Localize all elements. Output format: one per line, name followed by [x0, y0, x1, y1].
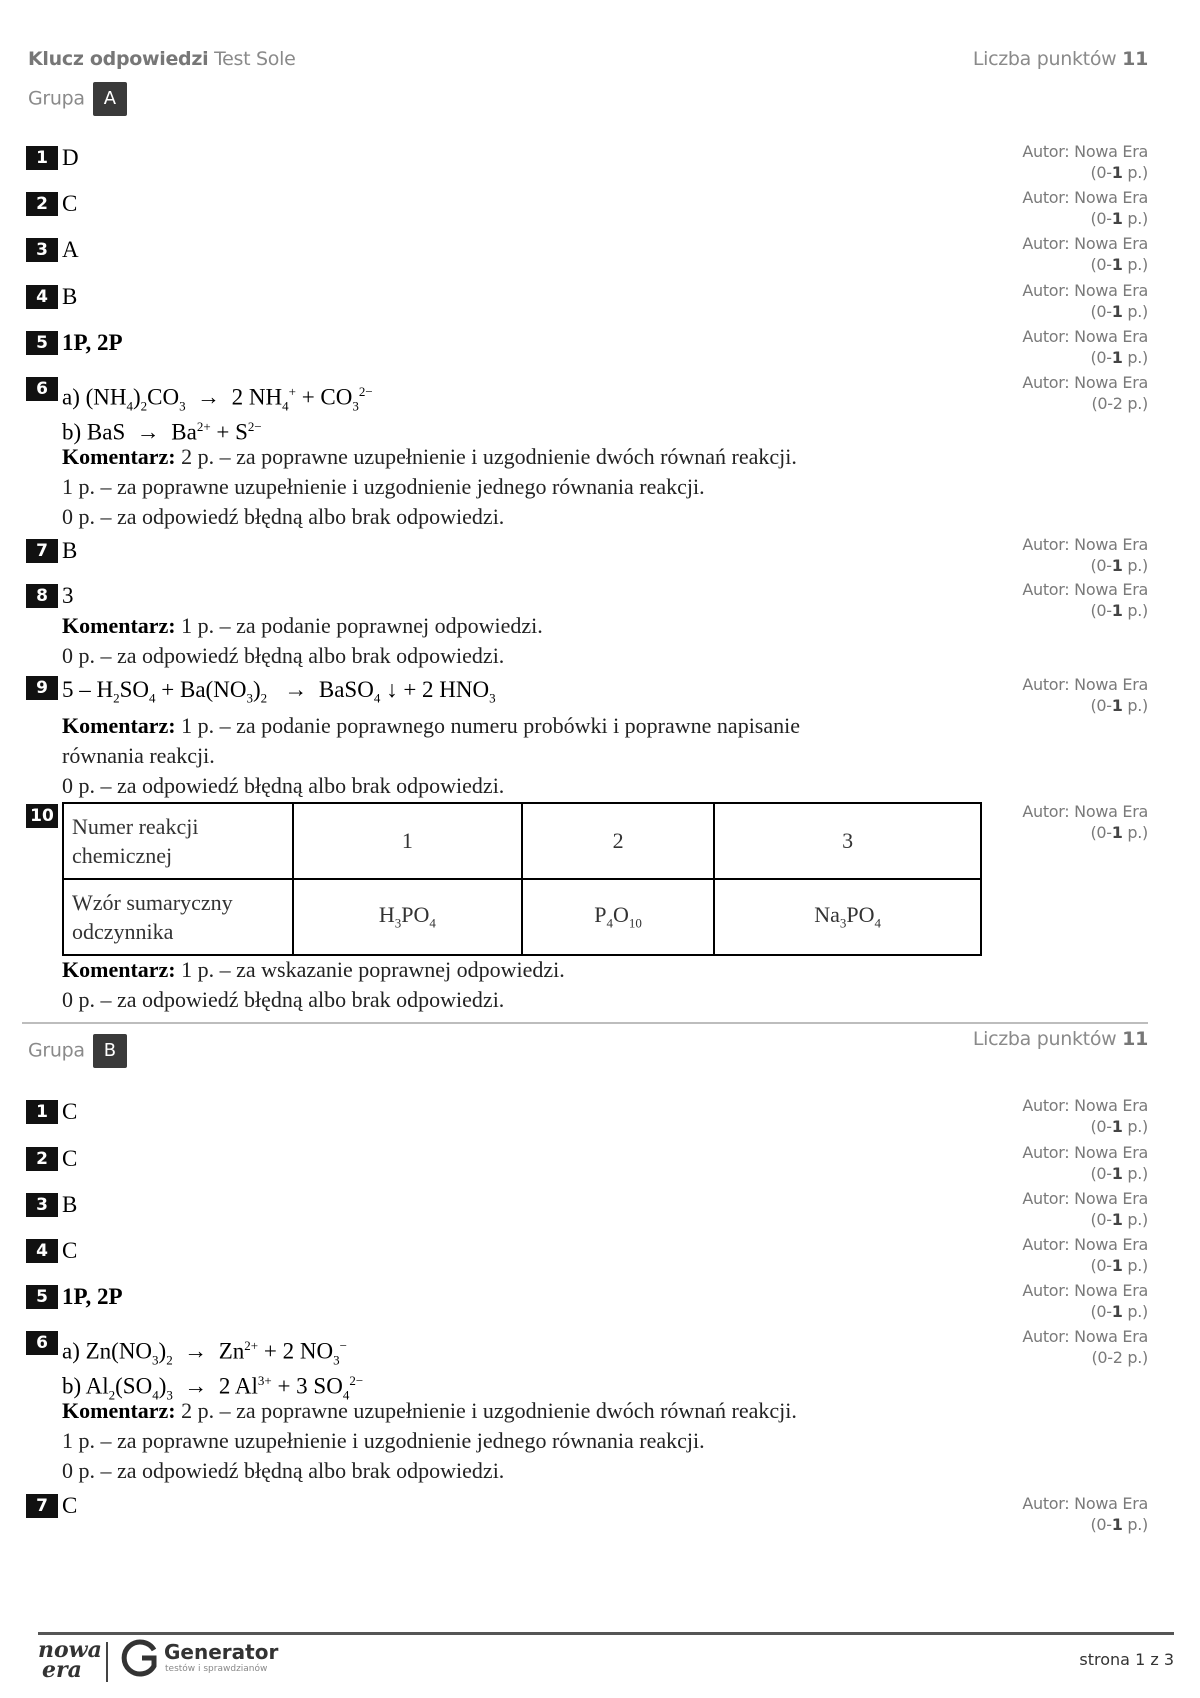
title-rest: Test Sole: [214, 48, 296, 70]
table-cell: 2: [522, 803, 714, 879]
comment-line: 1 p. – za poprawne uzupełnienie i uzgodnienie jednego równania reakcji.: [62, 1428, 705, 1453]
comment-line: 0 p. – za odpowiedź błędną albo brak odpowiedzi.: [62, 643, 505, 668]
answer: 1P, 2P: [62, 330, 123, 355]
question-number: 6: [26, 377, 58, 401]
author-points: Autor: Nowa Era (0-1 p.): [1022, 234, 1148, 274]
equation: $5 - H_2SO_4 + Ba(NO_3)_2$ → BaSO$_4$ ↓ + 2 $HNO_3$: [62, 677, 496, 706]
author-points: Autor: Nowa Era (0-1 p.): [1022, 142, 1148, 182]
group-b-header: [28, 1034, 127, 1068]
question-number: 1: [26, 146, 58, 170]
footer-line: [38, 1632, 1174, 1635]
comment-line: 0 p. – za odpowiedź błędną albo brak odpowiedzi.: [62, 1458, 505, 1483]
comment-line: 0 p. – za odpowiedź błędną albo brak odpowiedzi.: [62, 504, 505, 529]
author-points: Autor: Nowa Era (0-1 p.): [1022, 327, 1148, 367]
question-number: 8: [26, 584, 58, 608]
table-row: [63, 803, 981, 879]
generator-logo-text: Generator: [164, 1640, 279, 1664]
question-number: 5: [26, 1285, 58, 1309]
section-divider: [22, 1022, 1148, 1024]
author-points: Autor: Nowa Era (0-1 p.): [1022, 281, 1148, 321]
question-number: 6: [26, 1331, 58, 1355]
question-number: 3: [26, 1193, 58, 1217]
table-header-cell: Wzór sumaryczny odczynnika: [63, 879, 293, 955]
answer: A: [62, 237, 79, 262]
group-label: Grupa: [28, 1039, 85, 1062]
group-label: Grupa: [28, 87, 85, 110]
answer: C: [62, 1493, 78, 1518]
group-badge: A: [93, 82, 127, 116]
question-number: 9: [26, 676, 58, 700]
question-number: 7: [26, 539, 58, 563]
author-points: Autor: Nowa Era (0-2 p.): [1022, 1327, 1148, 1367]
table-cell: 3: [714, 803, 981, 879]
comment-line: 1 p. – za poprawne uzupełnienie i uzgodnienie jednego równania reakcji.: [62, 474, 705, 499]
answer: D: [62, 145, 79, 170]
author-points: Autor: Nowa Era (0-1 p.): [1022, 1235, 1148, 1275]
points-label: Liczba punktów: [972, 1028, 1117, 1050]
author-points: Autor: Nowa Era (0-1 p.): [1022, 535, 1148, 575]
author-points: Autor: Nowa Era (0-1 p.): [1022, 188, 1148, 228]
answer: B: [62, 284, 78, 309]
equation-a: a) $Zn(NO_3)_2 \to Zn^{2+} + 2$ $NO_3^-$: [62, 1338, 347, 1368]
question-number: 1: [26, 1100, 58, 1124]
comment: Komentarz: 1 p. – za wskazanie poprawnej odpowiedzi.: [62, 957, 565, 982]
question-number: 4: [26, 285, 58, 309]
points-value: 11: [1122, 48, 1148, 70]
table-cell: 1: [293, 803, 522, 879]
question-number: 10: [26, 804, 58, 828]
question-number: 2: [26, 192, 58, 216]
points-label: Liczba punktów: [972, 48, 1117, 70]
points-total: [973, 48, 1148, 70]
table-cell: $P_4O_{10}$: [522, 879, 714, 955]
comment: Komentarz: 2 p. – za poprawne uzupełnienie i uzgodnienie dwóch równań reakcji.: [62, 444, 797, 469]
table-row: [63, 879, 981, 955]
generator-logo-subtitle: testów i sprawdzianów: [165, 1664, 268, 1674]
answer: B: [62, 1192, 78, 1217]
comment: Komentarz: 2 p. – za poprawne uzupełnienie i uzgodnienie dwóch równań reakcji.: [62, 1398, 797, 1423]
answer: 1P, 2P: [62, 1284, 123, 1309]
table-cell: $H_3PO_4$: [293, 879, 522, 955]
generator-logo-icon: [120, 1638, 160, 1678]
author-points: Autor: Nowa Era (0-2 p.): [1022, 373, 1148, 413]
equation-b: b) $Al_2(SO_4)_3 \to 2$ $Al^{3+} + 3$ $SO_4^{2-}$: [62, 1373, 364, 1403]
comment: Komentarz: 1 p. – za podanie poprawnej odpowiedzi.: [62, 613, 543, 638]
table-header-cell: Numer reakcji chemicznej: [63, 803, 293, 879]
equation-b: b) BaS → $Ba^{2+} + S^{2-}$: [62, 419, 262, 445]
author-points: Autor: Nowa Era (0-1 p.): [1022, 1189, 1148, 1229]
equation-a: a) $(NH_4)_2CO_3 \to 2$ $NH_4^+ + CO_3^{2-}$: [62, 384, 373, 414]
author-points: Autor: Nowa Era (0-1 p.): [1022, 675, 1148, 715]
answer: C: [62, 1146, 78, 1171]
answer: C: [62, 1099, 78, 1124]
answer: C: [62, 191, 78, 216]
answer: B: [62, 538, 78, 563]
points-total: [973, 1028, 1148, 1050]
points-value: 11: [1122, 1028, 1148, 1050]
answer: 3: [62, 583, 74, 608]
title-bold: Klucz odpowiedzi: [28, 48, 209, 70]
page-number: strona 1 z 3: [1079, 1650, 1174, 1669]
author-points: Autor: Nowa Era (0-1 p.): [1022, 802, 1148, 842]
author-points: Autor: Nowa Era (0-1 p.): [1022, 580, 1148, 620]
answer: C: [62, 1238, 78, 1263]
comment-line: 0 p. – za odpowiedź błędną albo brak odpowiedzi.: [62, 987, 505, 1012]
document-title: [28, 48, 296, 70]
author-points: Autor: Nowa Era (0-1 p.): [1022, 1143, 1148, 1183]
question-number: 2: [26, 1147, 58, 1171]
author-points: Autor: Nowa Era (0-1 p.): [1022, 1494, 1148, 1534]
nowa-era-logo: nowa era: [38, 1637, 102, 1683]
group-badge: B: [93, 1034, 127, 1068]
question-number: 5: [26, 331, 58, 355]
answer-table: [62, 802, 982, 956]
comment-line: równania reakcji.: [62, 743, 215, 768]
question-number: 7: [26, 1494, 58, 1518]
comment: Komentarz: 1 p. – za podanie poprawnego numeru probówki i poprawne napisanie: [62, 713, 801, 738]
group-a-header: [28, 82, 127, 116]
comment-line: 0 p. – za odpowiedź błędną albo brak odpowiedzi.: [62, 773, 505, 798]
table-cell: $Na_3PO_4$: [714, 879, 981, 955]
question-number: 4: [26, 1239, 58, 1263]
author-points: Autor: Nowa Era (0-1 p.): [1022, 1281, 1148, 1321]
logo-separator: [106, 1642, 108, 1682]
question-number: 3: [26, 238, 58, 262]
author-points: Autor: Nowa Era (0-1 p.): [1022, 1096, 1148, 1136]
